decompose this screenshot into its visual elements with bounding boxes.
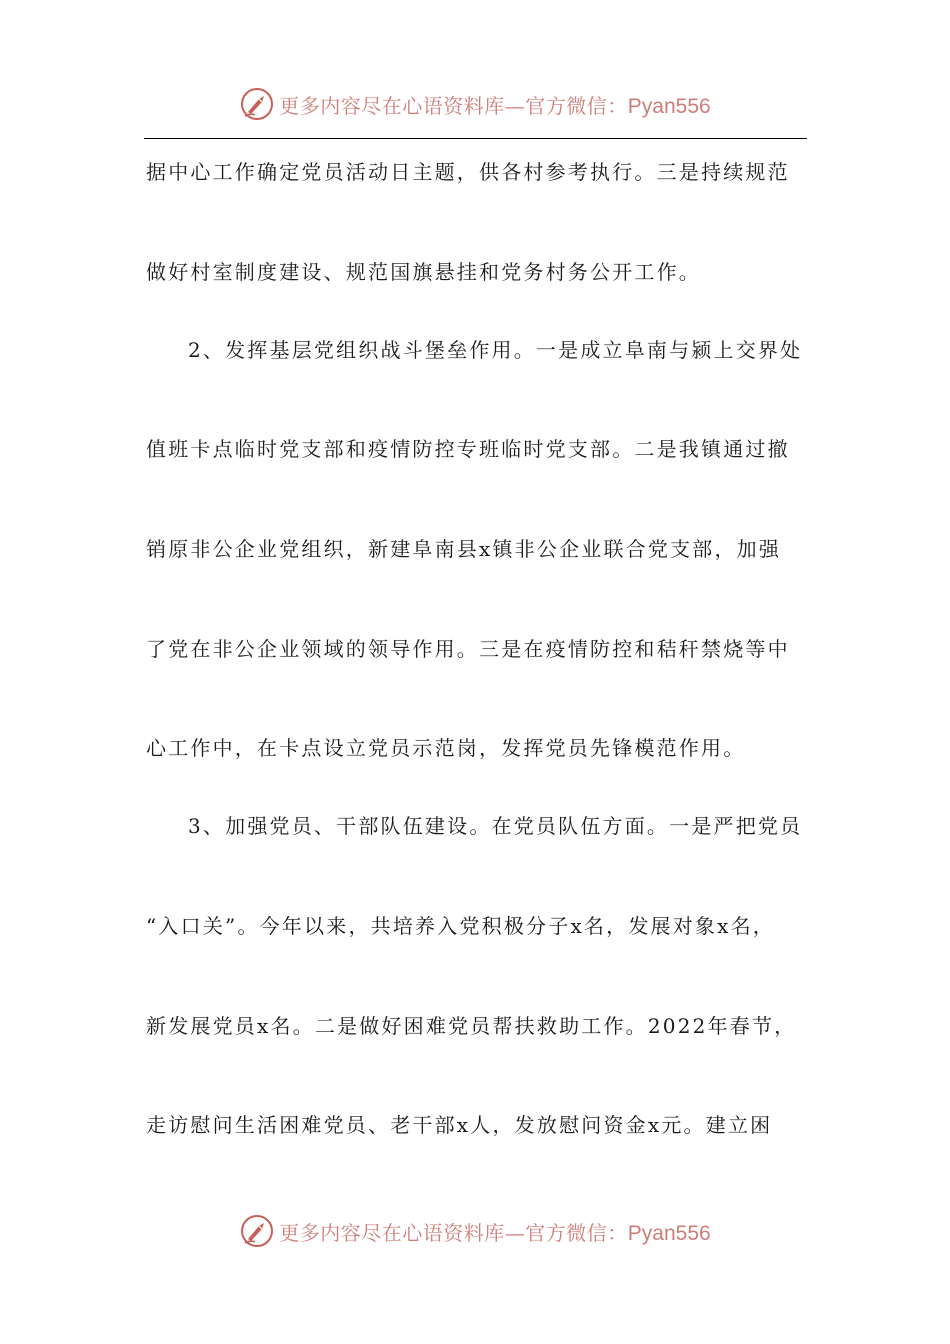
header-watermark-id: Pyan556 [627, 94, 711, 118]
footer-watermark [0, 1211, 950, 1251]
text-line: 2、发挥基层党组织战斗堡垒作用。一是成立阜南与颍上交界处 [188, 338, 803, 362]
text-line: 3、加强党员、干部队伍建设。在党员队伍方面。一是严把党员 [188, 814, 803, 838]
text-line: 了党在非公企业领域的领导作用。三是在疫情防控和秸秆禁烧等中 [146, 637, 790, 661]
footer-watermark-id: Pyan556 [627, 1221, 711, 1245]
footer-watermark-text [279, 1217, 710, 1246]
text-line: 新发展党员x名。二是做好困难党员帮扶救助工作。2022年春节， [146, 1014, 797, 1038]
text-line: 据中心工作确定党员活动日主题，供各村参考执行。三是持续规范 [146, 160, 790, 184]
text-line: 值班卡点临时党支部和疫情防控专班临时党支部。二是我镇通过撤 [146, 437, 790, 461]
text-line: 销原非公企业党组织，新建阜南县x镇非公企业联合党支部，加强 [146, 537, 782, 561]
text-line: 心工作中，在卡点设立党员示范岗，发挥党员先锋模范作用。 [146, 736, 746, 760]
text-line: 走访慰问生活困难党员、老干部x人，发放慰问资金x元。建立困 [146, 1113, 773, 1137]
footer-watermark-cn: 更多内容尽在心语资料库—官方微信： [279, 1220, 628, 1245]
header-watermark-cn: 更多内容尽在心语资料库—官方微信： [279, 93, 628, 118]
text-line: 做好村室制度建设、规范国旗悬挂和党务村务公开工作。 [146, 260, 701, 284]
text-line: “入口关”。今年以来，共培养入党积极分子x名，发展对象x名， [146, 914, 776, 938]
pen-nib-logo-icon [239, 1213, 275, 1249]
